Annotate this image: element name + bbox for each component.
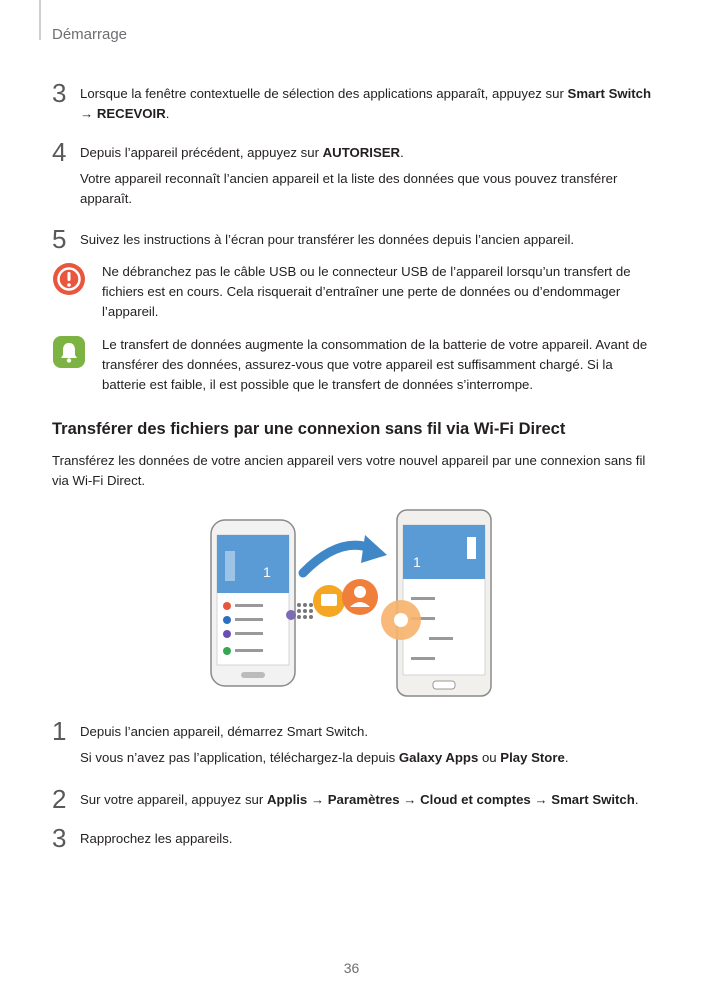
page-number: 36	[343, 960, 360, 976]
old-phone	[211, 520, 295, 686]
step-2: 2 Sur votre appareil, appuyez sur Applis → Paramètres → Cloud et comptes → Smart Switch.	[52, 784, 639, 814]
ui-term: Cloud et comptes	[420, 792, 531, 807]
ui-term: Smart Switch	[567, 86, 652, 101]
info-note: Le transfert de données augmente la consommation de la batterie de votre appareil. Avant de transférer des données, assurez-vous que votre appareil est suffisamment chargé. Si la batterie est faible, il est possible que le transfert de données s’interrompe.	[52, 335, 652, 401]
step-number: 3	[52, 823, 67, 853]
step-number: 3	[52, 78, 67, 108]
svg-text:1: 1	[413, 554, 421, 570]
step-number: 2	[52, 784, 67, 814]
section-title: Transférer des fichiers par une connexion sans fil via Wi-Fi Direct	[52, 420, 566, 438]
ui-term: Galaxy Apps	[398, 750, 479, 765]
step-3b: 3 Rapprochez les appareils.	[52, 823, 233, 853]
ui-term: Play Store	[500, 750, 565, 765]
ui-term: RECEVOIR	[96, 106, 166, 121]
ui-term: Smart Switch	[551, 792, 635, 807]
warning-note: Ne débranchez pas le câble USB ou le connecteur USB de l’appareil lorsqu’un transfert de fichiers est en cours. Cela risquerait d’entraîner une perte de données ou d’endommager l’appareil.	[52, 262, 652, 328]
ui-term: Applis	[266, 792, 308, 807]
step-3: 3 Lorsque la fenêtre contextuelle de sélection des applications apparaît, appuyez sur Smart Switch → RECEVOIR.	[52, 78, 652, 121]
step-5: 5 Suivez les instructions à l’écran pour transférer les données depuis l’ancien appareil.	[52, 224, 575, 254]
section-intro: Transférez les données de votre ancien appareil vers votre nouvel appareil par une connexion sans fil via Wi-Fi Direct.	[52, 453, 646, 488]
step-number: 5	[52, 224, 67, 254]
step-4: 4 Depuis l’appareil précédent, appuyez sur AUTORISER. Votre appareil reconnaît l’ancien appareil et la liste des données que vous pouvez transférer apparaît.	[52, 143, 652, 215]
warning-icon	[52, 262, 86, 296]
step-detail: Votre appareil reconnaît l’ancien appareil et la liste des données que vous pouvez transférer apparaît.	[80, 171, 618, 206]
music-icon	[286, 610, 296, 620]
step-number: 1	[52, 716, 67, 746]
header-rule	[39, 0, 41, 40]
step-1: 1 Depuis l’ancien appareil, démarrez Smart Switch. Si vous n’avez pas l’application, téléchargez-la depuis Galaxy Apps ou Play Store.	[52, 716, 569, 765]
ui-term: Paramètres	[327, 792, 400, 807]
ui-term: AUTORISER	[322, 145, 401, 160]
arrow-head	[361, 535, 387, 563]
section-header: Démarrage	[52, 26, 128, 43]
svg-text:1: 1	[263, 564, 271, 580]
wifi-dots	[297, 603, 313, 619]
bell-icon	[52, 335, 86, 369]
step-number: 4	[52, 137, 67, 167]
phone-transfer-illustration	[205, 505, 505, 700]
